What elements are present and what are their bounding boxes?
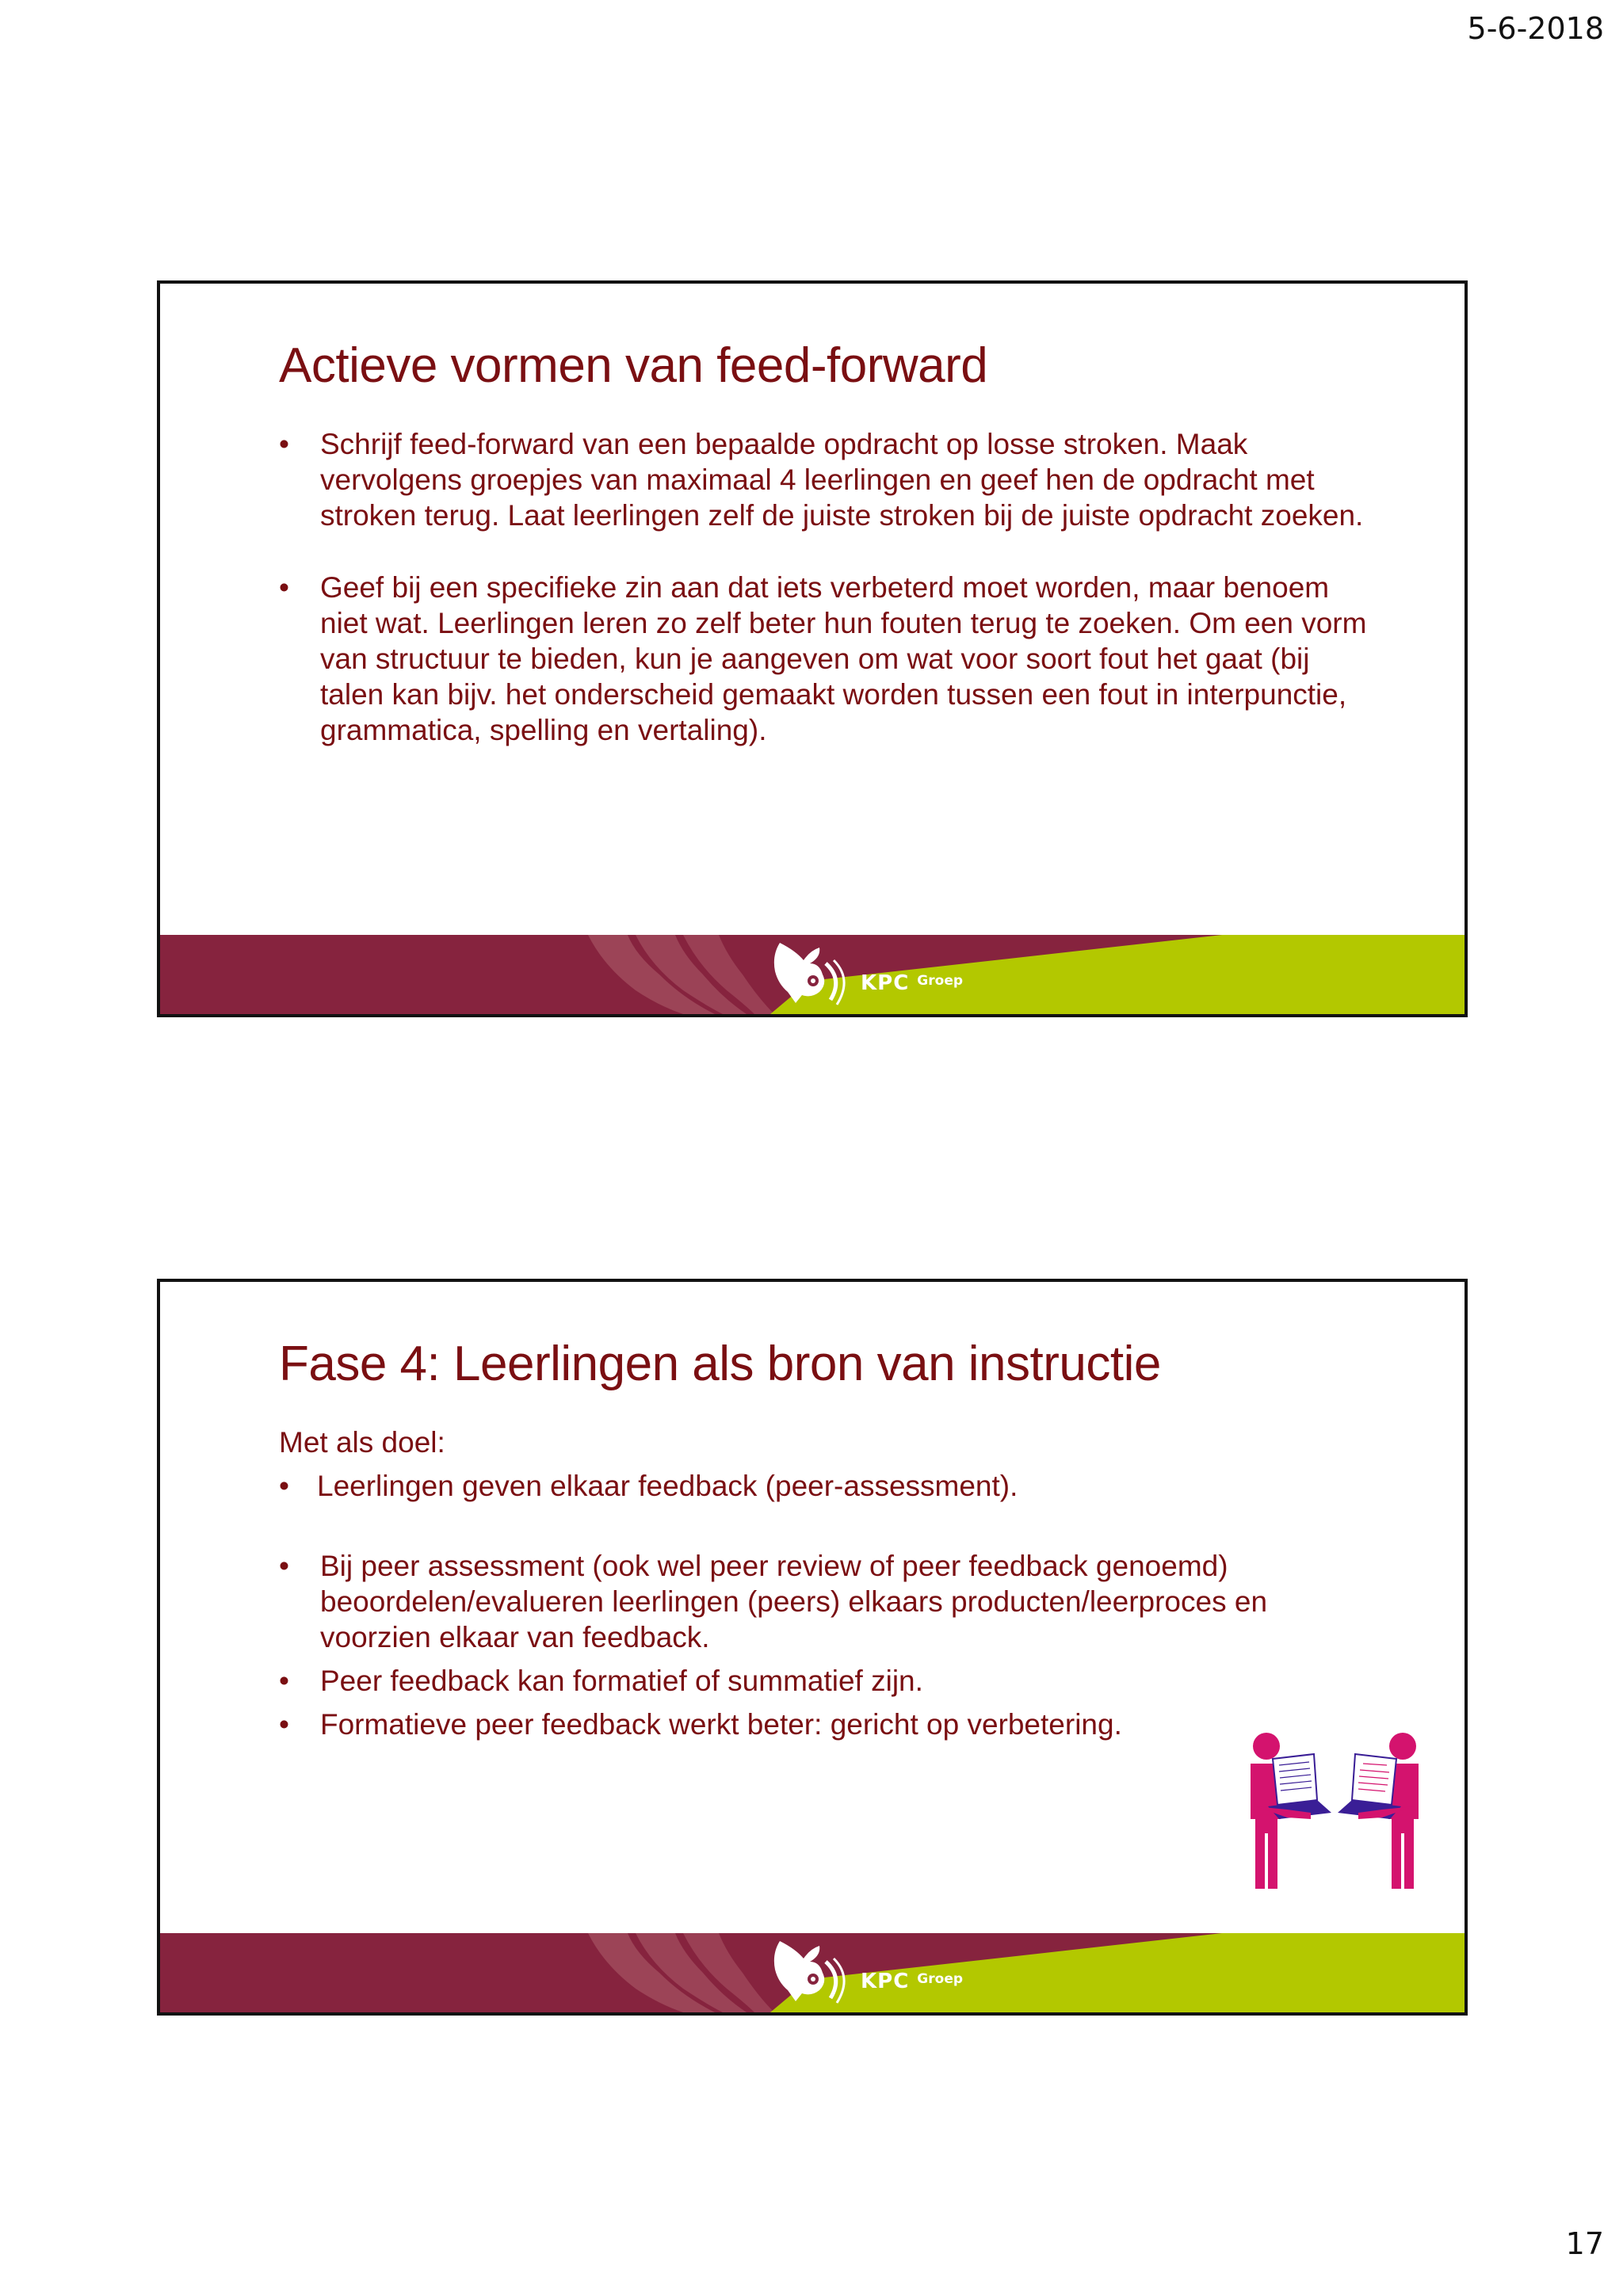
kpc-footer-banner [160,1933,1465,2012]
kpc-footer-banner [160,935,1465,1014]
page-date: 5-6-2018 [1467,11,1604,46]
page-number: 17 [1565,2226,1604,2261]
slide-2 [157,1279,1468,2016]
kpc-bird-logo-icon [764,1938,851,2006]
goal-bullet: • Leerlingen geven elkaar feedback (peer-assessment). [279,1468,1369,1504]
kpc-groep-logo: KPC Groep [861,1970,964,1993]
bullet-item: • Formatieve peer feedback werkt beter: gericht op verbetering. [279,1707,1369,1742]
slide-title: Actieve vormen van feed-forward [279,338,988,393]
slide-title: Fase 4: Leerlingen als bron van instructie [279,1337,1161,1391]
bullet-item: • Peer feedback kan formatief of summatief zijn. [279,1663,1369,1699]
bullet-item: • Schrijf feed-forward van een bepaalde opdracht op losse stroken. Maak vervolgens groepjes van maximaal 4 leerlingen en geef hen de opdracht met stroken terug. Laat leerlingen zelf de juiste stroken bij de juiste opdracht zoeken. [279,426,1369,533]
kpc-groep-logo: KPC Groep [861,971,964,995]
peer-feedback-illustration [1232,1730,1438,1905]
person-right-icon [1338,1733,1419,1889]
bullet-item: • Bij peer assessment (ook wel peer review of peer feedback genoemd) beoordelen/evalueren leerlingen (peers) elkaars producten/leerproces en voorzien elkaar van feedback. [279,1548,1369,1655]
slide-body [279,1425,1369,1742]
bullet-item: • Geef bij een specifieke zin aan dat iets verbeterd moet worden, maar benoem niet wat. Leerlingen leren zo zelf beter hun fouten terug te zoeken. Om een vorm van structuur te bieden, kun je aangeven om wat voor soort fout het gaat (bij talen kan bijv. het onderscheid gemaakt worden tussen een fout in interpunctie, grammatica, spelling en vertaling). [279,570,1369,748]
slide-1 [157,280,1468,1017]
person-left-icon [1251,1733,1331,1889]
kpc-bird-logo-icon [764,940,851,1008]
goal-intro: Met als doel: [279,1426,445,1459]
slide-body [279,426,1369,748]
